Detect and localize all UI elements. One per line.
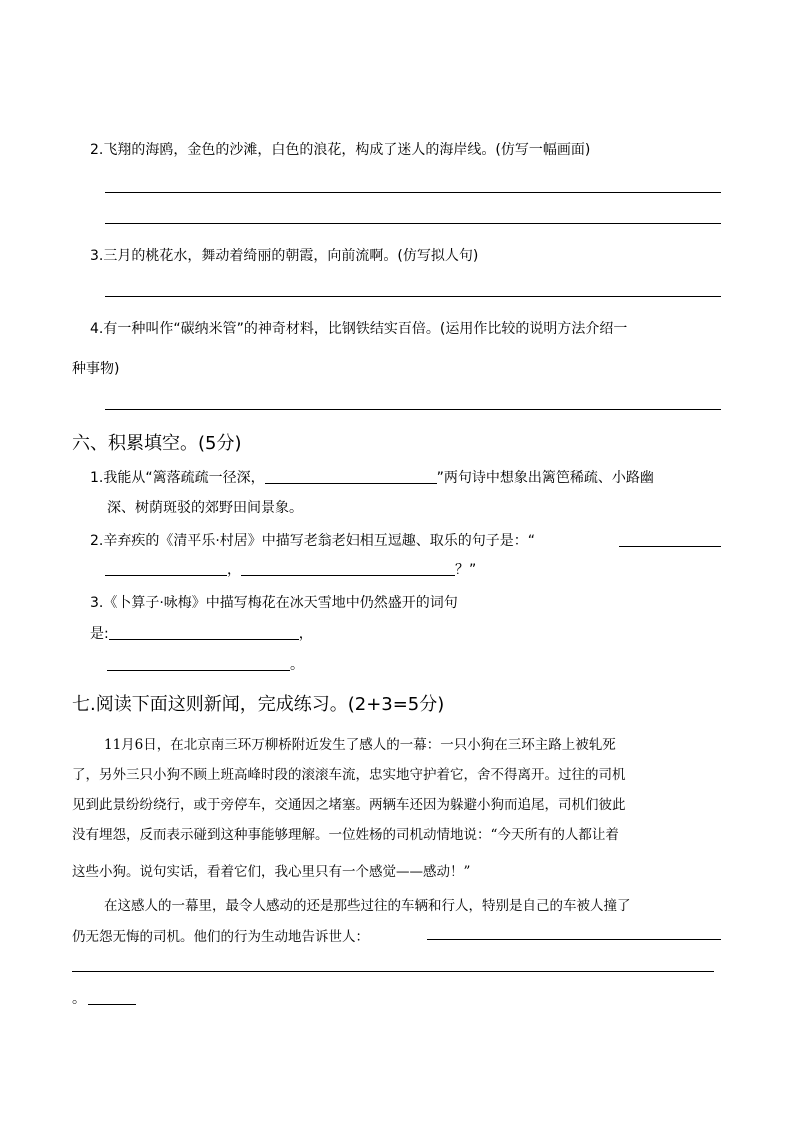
news-paragraph-line: 11月6日，在北京南三环万柳桥附近发生了感人的一幕：一只小狗在三环主路上被轧死	[104, 737, 616, 753]
question-5-2: 2.飞翔的海鸥，金色的沙滩，白色的浪花，构成了迷人的海岸线。(仿写一幅画面)	[90, 142, 591, 158]
answer-line[interactable]	[72, 971, 714, 972]
question-6-2-text: 2.辛弃疾的《清平乐·村居》中描写老翁老妇相互逗趣、取乐的句子是：“	[90, 533, 536, 549]
fill-blank[interactable]	[105, 561, 227, 576]
label-is: 是:	[90, 626, 109, 642]
question-6-1-text-end: ”两句诗中想象出篱笆稀疏、小路幽	[436, 470, 654, 486]
question-6-3: 3.《卜算子·咏梅》中描写梅花在冰天雪地中仍然盛开的词句	[90, 595, 458, 611]
question-6-2-blanks	[105, 559, 476, 579]
answer-line[interactable]	[105, 223, 721, 224]
answer-line[interactable]	[105, 409, 721, 410]
section-7-heading: 七.阅读下面这则新闻，完成练习。(2+3=5分)	[72, 694, 445, 715]
fill-blank[interactable]	[88, 990, 136, 1005]
question-end: ？”	[455, 562, 477, 578]
question-5-3: 3.三月的桃花水，舞动着绮丽的朝霞，向前流啊。(仿写拟人句)	[90, 248, 479, 264]
news-paragraph-line: 见到此景纷纷绕行，或于旁停车，交通因之堵塞。两辆车还因为躲避小狗而追尾，司机们彼此	[72, 797, 626, 813]
question-5-4: 4.有一种叫作“碳纳米管”的神奇材料，比钢铁结实百倍。(运用作比较的说明方法介绍一	[90, 321, 628, 337]
question-6-1-text: 1.我能从“篱落疏疏一径深，	[90, 470, 265, 486]
answer-line[interactable]	[427, 939, 721, 940]
fill-blank[interactable]	[265, 469, 437, 484]
fill-blank[interactable]	[619, 546, 721, 547]
period: 。	[72, 991, 86, 1007]
answer-line[interactable]	[105, 192, 721, 193]
fill-blank[interactable]	[109, 625, 299, 640]
section-6-heading: 六、积累填空。(5分)	[72, 433, 242, 454]
question-6-1	[90, 467, 654, 487]
question-paragraph-line: 在这感人的一幕里，最令人感动的还是那些过往的车辆和行人，特别是自己的车被人撞了	[104, 898, 631, 914]
news-paragraph-line: 了，另外三只小狗不顾上班高峰时段的滚滚车流，忠实地守护着它，舍不得离开。过往的司机	[72, 767, 626, 783]
question-paragraph-line: 仍无怨无悔的司机。他们的行为生动地告诉世人：	[72, 929, 369, 945]
fill-blank[interactable]	[241, 561, 455, 576]
period: 。	[290, 657, 304, 673]
news-paragraph-line: 没有埋怨，反而表示碰到这种事能够理解。一位姓杨的司机动情地说：“今天所有的人都让着	[72, 827, 619, 843]
question-6-1-continued: 深、树荫斑驳的郊野田间景象。	[107, 500, 303, 516]
fill-blank[interactable]	[107, 656, 290, 671]
answer-end	[72, 988, 136, 1008]
news-paragraph-line: 这些小狗。说句实话，看着它们，我心里只有一个感觉——感动！”	[72, 864, 471, 880]
comma: ，	[298, 626, 313, 642]
question-6-3-answer-2	[107, 654, 304, 674]
question-5-4-continued: 种事物)	[72, 361, 120, 377]
question-6-3-answer	[90, 623, 313, 643]
comma: ，	[227, 562, 241, 578]
question-6-2	[90, 530, 535, 550]
answer-line[interactable]	[105, 296, 721, 297]
